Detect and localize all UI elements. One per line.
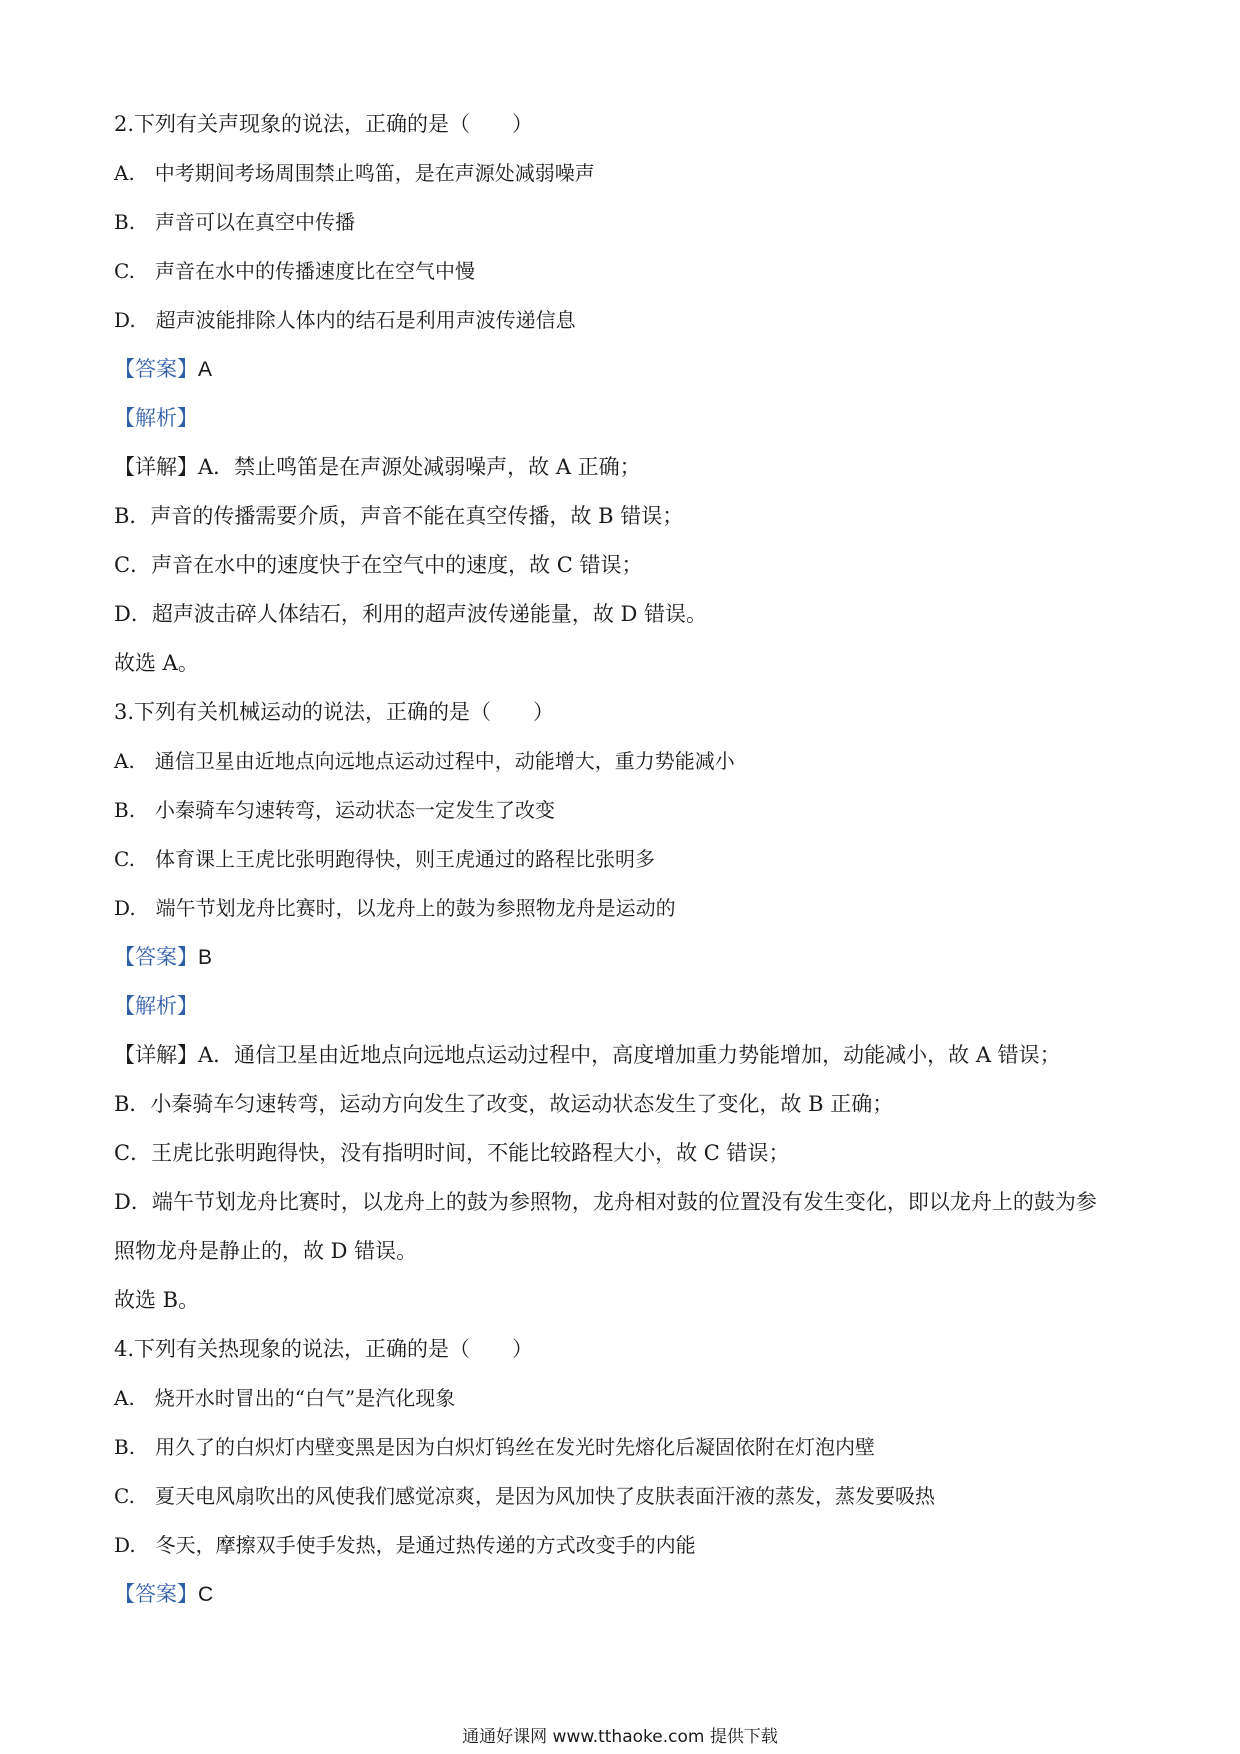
question-4-option-a: A. 烧开水时冒出的“白气”是汽化现象 — [114, 1386, 456, 1410]
question-3-option-a: A. 通信卫星由近地点向远地点运动过程中，动能增大，重力势能减小 — [114, 749, 735, 773]
question-2-option-d: D. 超声波能排除人体内的结石是利用声波传递信息 — [114, 308, 576, 332]
question-2-option-c: C. 声音在水中的传播速度比在空气中慢 — [114, 259, 475, 283]
question-2-stem: 2.下列有关声现象的说法，正确的是（ ） — [114, 112, 534, 136]
detail-tag: 【详解】 — [114, 455, 198, 479]
question-2-analysis — [114, 394, 1144, 443]
question-2-detail-b: B．声音的传播需要介质，声音不能在真空传播，故 B 错误； — [114, 504, 684, 528]
question-3-option-c: C. 体育课上王虎比张明跑得快，则王虎通过的路程比张明多 — [114, 847, 655, 871]
question-3-detail-d: D．端午节划龙舟比赛时，以龙舟上的鼓为参照物，龙舟相对鼓的位置没有发生变化，即以龙舟上的鼓为参 — [114, 1190, 1097, 1214]
question-2-option-b: B. 声音可以在真空中传播 — [114, 210, 356, 234]
question-4-answer — [114, 1570, 1144, 1619]
question-4-stem: 4.下列有关热现象的说法，正确的是（ ） — [114, 1337, 534, 1361]
question-3-detail-b: B．小秦骑车匀速转弯，运动方向发生了改变，故运动状态发生了变化，故 B 正确； — [114, 1092, 894, 1116]
answer-tag: 【答案】 — [114, 945, 198, 969]
detail-tag: 【详解】 — [114, 1043, 198, 1067]
answer-value: A — [198, 358, 213, 381]
question-3-answer — [114, 933, 1144, 982]
detail-text: A．通信卫星由近地点向远地点运动过程中，高度增加重力势能增加，动能减小，故 A 错误； — [198, 1043, 1061, 1067]
answer-tag: 【答案】 — [114, 1582, 198, 1606]
question-3-detail-a — [114, 1031, 1144, 1080]
answer-tag: 【答案】 — [114, 357, 198, 381]
detail-text: A．禁止鸣笛是在声源处减弱噪声，故 A 正确； — [198, 455, 641, 479]
answer-value: C — [198, 1583, 214, 1606]
question-2-option-a: A. 中考期间考场周围禁止鸣笛，是在声源处减弱噪声 — [114, 161, 595, 185]
question-3-stem: 3.下列有关机械运动的说法，正确的是（ ） — [114, 700, 555, 724]
question-3-conclusion: 故选 B。 — [114, 1288, 200, 1312]
document-page — [114, 100, 1144, 1619]
question-3-option-b: B. 小秦骑车匀速转弯，运动状态一定发生了改变 — [114, 798, 556, 822]
question-3-detail-c: C．王虎比张明跑得快，没有指明时间，不能比较路程大小，故 C 错误； — [114, 1141, 790, 1165]
answer-value: B — [198, 946, 213, 969]
question-3-analysis — [114, 982, 1144, 1031]
question-4-option-d: D. 冬天，摩擦双手使手发热，是通过热传递的方式改变手的内能 — [114, 1533, 696, 1557]
question-3-detail-d-cont: 照物龙舟是静止的，故 D 错误。 — [114, 1239, 418, 1263]
question-3-option-d: D. 端午节划龙舟比赛时，以龙舟上的鼓为参照物龙舟是运动的 — [114, 896, 676, 920]
question-2-detail-d: D．超声波击碎人体结石，利用的超声波传递能量，故 D 错误。 — [114, 602, 708, 626]
question-2-detail-a — [114, 443, 1144, 492]
question-4-option-b: B. 用久了的白炽灯内壁变黑是因为白炽灯钨丝在发光时先熔化后凝固依附在灯泡内壁 — [114, 1435, 876, 1459]
question-4-option-c: C. 夏天电风扇吹出的风使我们感觉凉爽，是因为风加快了皮肤表面汗液的蒸发，蒸发要吸热 — [114, 1484, 935, 1508]
footer-source: 通通好课网 www.tthaoke.com 提供下载 — [462, 1727, 778, 1747]
analysis-tag: 【解析】 — [114, 406, 198, 430]
analysis-tag: 【解析】 — [114, 994, 198, 1018]
question-2-detail-c: C．声音在水中的速度快于在空气中的速度，故 C 错误； — [114, 553, 643, 577]
question-2-answer — [114, 345, 1144, 394]
question-2-conclusion: 故选 A。 — [114, 651, 199, 675]
